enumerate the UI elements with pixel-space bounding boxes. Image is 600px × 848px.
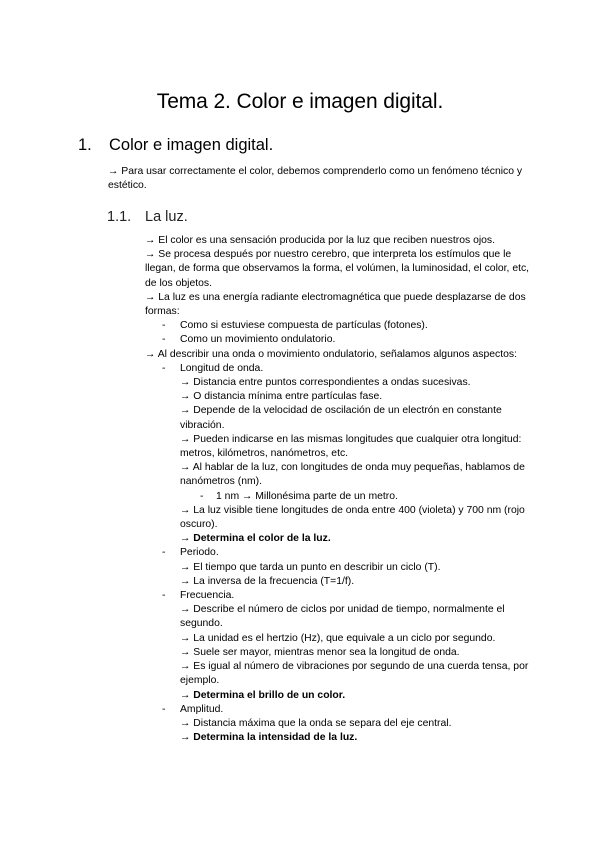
aspect-line: → La inversa de la frecuencia (T=1/f). <box>180 575 355 587</box>
aspect-line: → Describe el número de ciclos por unidad de tiempo, normalmente el segundo. <box>180 604 505 630</box>
paragraph-color-sensation: → El color es una sensación producida por la luz que reciben nuestros ojos. <box>145 235 496 246</box>
subsection-content <box>145 234 530 745</box>
bold-text: → Determina la intensidad de la luz. <box>180 732 358 744</box>
paragraph-light-energy: → La luz es una energía radiante electromagnética que puede desplazarse de dos formas: <box>145 291 526 318</box>
aspect-line: → El tiempo que tarda un punto en describir un ciclo (T). <box>180 561 441 573</box>
aspect-label: Amplitud. <box>180 703 224 715</box>
bold-text: → Determina el color de la luz. <box>180 533 331 545</box>
subsection-title: La luz. <box>145 209 188 225</box>
aspect-line: → Al hablar de la luz, con longitudes de onda muy pequeñas, hablamos de nanómetros (nm). <box>180 462 525 488</box>
subsection-number: 1.1. <box>107 209 132 225</box>
list-item <box>145 319 530 333</box>
aspect-line: → Depende de la velocidad de oscilación de un electrón en constante vibración. <box>180 405 502 431</box>
aspect-line: → Distancia máxima que la onda se separa del eje central. <box>180 717 452 729</box>
page-title: Tema 2. Color e imagen digital. <box>156 90 444 113</box>
intro-paragraph: → Para usar correctamente el color, debemos comprenderlo como un fenómeno técnico y estético. <box>108 166 523 192</box>
aspect-line: → O distancia mínima entre partículas fase. <box>180 391 383 403</box>
aspect-conclusion <box>145 731 530 745</box>
bold-text: → Determina el brillo de un color. <box>180 689 346 701</box>
bullet-dash: - <box>162 703 166 715</box>
aspect-frecuencia <box>145 589 530 603</box>
aspect-line: → Es igual al número de vibraciones por segundo de una cuerda tensa, por ejemplo. <box>180 661 529 687</box>
bullet-dash: - <box>162 362 166 374</box>
aspect-conclusion <box>145 689 530 703</box>
aspect-line: → Distancia entre puntos correspondientes a ondas sucesivas. <box>180 377 471 389</box>
bullet-dash: - <box>162 320 166 332</box>
aspect-label: Longitud de onda. <box>180 362 264 374</box>
bullet-dash: - <box>162 590 166 602</box>
aspect-periodo <box>145 546 530 560</box>
nested-list-item-text: 1 nm → Millonésima parte de un metro. <box>216 490 398 502</box>
aspect-longitud <box>145 362 530 376</box>
paragraph-wave-aspects: → Al describir una onda o movimiento ondulatorio, señalamos algunos aspectos: <box>145 348 517 360</box>
list-item-text: Como un movimiento ondulatorio. <box>180 334 336 346</box>
section-title: Color e imagen digital. <box>109 136 274 154</box>
nested-list-item <box>145 490 530 504</box>
aspect-conclusion <box>145 532 530 546</box>
aspect-label: Frecuencia. <box>180 590 235 602</box>
subsection-heading <box>107 209 188 225</box>
section-heading <box>78 136 273 155</box>
bullet-dash: - <box>162 334 166 346</box>
paragraph-brain-processing: → Se procesa después por nuestro cerebro, que interpreta los estímulos que le llegan, de forma que observamos la forma, el volúmen, la luminosidad, el color, etc, de los objetos. <box>145 249 530 289</box>
aspect-line: → Suele ser mayor, mientras menor sea la longitud de onda. <box>180 646 460 658</box>
list-item <box>145 333 530 347</box>
list-item-text: Como si estuviese compuesta de partículas (fotones). <box>180 320 428 332</box>
bullet-dash: - <box>200 490 204 502</box>
bullet-dash: - <box>162 547 166 559</box>
aspect-amplitud <box>145 703 530 717</box>
aspect-line: → La unidad es el hertzio (Hz), que equivale a un ciclo por segundo. <box>180 632 496 644</box>
section-number: 1. <box>78 136 92 154</box>
aspect-line: → Pueden indicarse en las mismas longitudes que cualquier otra longitud: metros, kilómetros, nanómetros, etc. <box>180 433 522 460</box>
aspect-label: Periodo. <box>180 547 219 559</box>
aspect-line: → La luz visible tiene longitudes de onda entre 400 (violeta) y 700 nm (rojo oscuro). <box>180 504 525 531</box>
